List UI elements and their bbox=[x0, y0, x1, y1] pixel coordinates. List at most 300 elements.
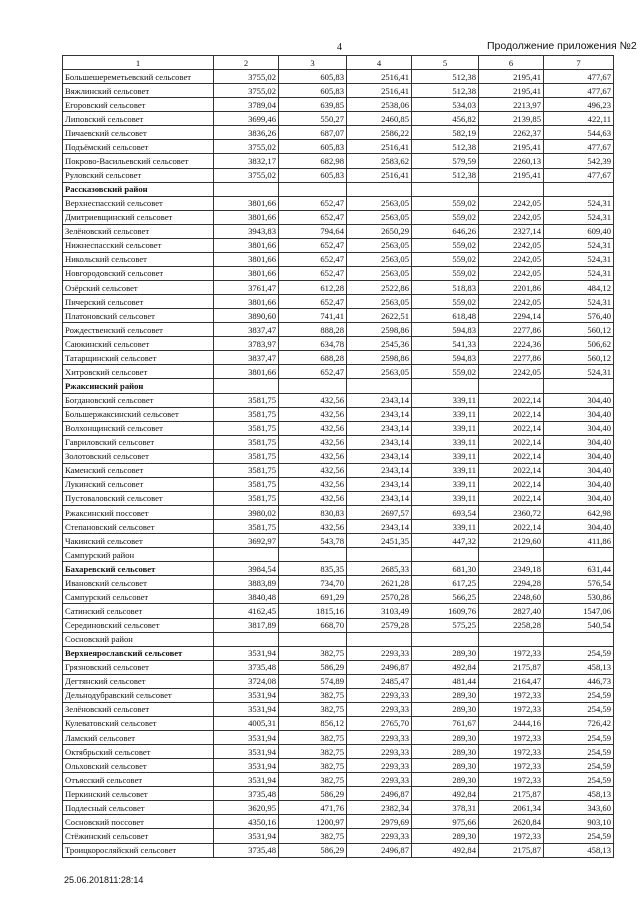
table-row bbox=[63, 787, 614, 801]
value-cell: 542,39 bbox=[544, 154, 614, 168]
value-cell: 254,59 bbox=[544, 829, 614, 843]
value-cell: 609,40 bbox=[544, 224, 614, 238]
value-cell: 2343,14 bbox=[347, 449, 412, 463]
settlement-name: Дельнодубравский сельсовет bbox=[63, 688, 214, 702]
value-cell: 634,78 bbox=[279, 337, 347, 351]
value-cell: 3531,94 bbox=[214, 702, 279, 716]
value-cell: 888,28 bbox=[279, 323, 347, 337]
value-cell bbox=[479, 548, 544, 562]
settlement-name: Ржаксинский поссовет bbox=[63, 506, 214, 520]
value-cell: 2343,14 bbox=[347, 435, 412, 449]
value-cell: 903,10 bbox=[544, 815, 614, 829]
value-cell: 2563,05 bbox=[347, 365, 412, 379]
value-cell: 3531,94 bbox=[214, 731, 279, 745]
settlement-name: Пустоваловский сельсовет bbox=[63, 491, 214, 505]
value-cell: 378,31 bbox=[412, 801, 479, 815]
value-cell: 2685,33 bbox=[347, 562, 412, 576]
value-cell: 2765,70 bbox=[347, 716, 412, 730]
value-cell: 550,27 bbox=[279, 112, 347, 126]
value-cell: 2022,14 bbox=[479, 421, 544, 435]
value-cell bbox=[214, 632, 279, 646]
value-cell: 458,13 bbox=[544, 787, 614, 801]
value-cell: 3531,94 bbox=[214, 688, 279, 702]
settlement-name: Подлесный сельсовет bbox=[63, 801, 214, 815]
value-cell: 3735,48 bbox=[214, 843, 279, 857]
value-cell: 339,11 bbox=[412, 463, 479, 477]
value-cell bbox=[347, 548, 412, 562]
value-cell: 541,33 bbox=[412, 337, 479, 351]
settlement-name: Егоровский сельсовет bbox=[63, 98, 214, 112]
value-cell: 432,56 bbox=[279, 463, 347, 477]
table-row bbox=[63, 815, 614, 829]
value-cell: 477,67 bbox=[544, 84, 614, 98]
value-cell: 559,02 bbox=[412, 196, 479, 210]
table-row bbox=[63, 716, 614, 730]
value-cell: 2451,35 bbox=[347, 534, 412, 548]
value-cell: 2522,86 bbox=[347, 281, 412, 295]
settlement-name: Кулеватовский сельсовет bbox=[63, 716, 214, 730]
value-cell: 432,56 bbox=[279, 477, 347, 491]
value-cell: 3789,04 bbox=[214, 98, 279, 112]
value-cell: 4005,31 bbox=[214, 716, 279, 730]
value-cell: 492,84 bbox=[412, 843, 479, 857]
value-cell: 2022,14 bbox=[479, 491, 544, 505]
value-cell: 289,30 bbox=[412, 702, 479, 716]
value-cell: 477,67 bbox=[544, 140, 614, 154]
settlement-name: Ивановский сельсовет bbox=[63, 576, 214, 590]
value-cell: 2293,33 bbox=[347, 688, 412, 702]
value-cell: 512,38 bbox=[412, 70, 479, 84]
table-row bbox=[63, 252, 614, 266]
value-cell: 534,03 bbox=[412, 98, 479, 112]
value-cell: 652,47 bbox=[279, 252, 347, 266]
value-cell: 2164,47 bbox=[479, 674, 544, 688]
value-cell: 2460,85 bbox=[347, 112, 412, 126]
value-cell: 668,70 bbox=[279, 618, 347, 632]
value-cell: 3581,75 bbox=[214, 435, 279, 449]
value-cell: 3531,94 bbox=[214, 759, 279, 773]
column-header: 5 bbox=[412, 56, 479, 70]
value-cell: 446,73 bbox=[544, 674, 614, 688]
value-cell bbox=[412, 632, 479, 646]
value-cell: 3581,75 bbox=[214, 407, 279, 421]
value-cell: 2586,22 bbox=[347, 126, 412, 140]
value-cell: 2579,28 bbox=[347, 618, 412, 632]
value-cell: 2294,28 bbox=[479, 576, 544, 590]
value-cell: 3832,17 bbox=[214, 154, 279, 168]
table-row bbox=[63, 773, 614, 787]
value-cell: 3801,66 bbox=[214, 365, 279, 379]
value-cell: 3883,89 bbox=[214, 576, 279, 590]
value-cell bbox=[279, 379, 347, 393]
district-name: Бахаревский сельсовет bbox=[63, 562, 214, 576]
value-cell: 2343,14 bbox=[347, 407, 412, 421]
value-cell: 741,41 bbox=[279, 309, 347, 323]
value-cell: 688,28 bbox=[279, 351, 347, 365]
table-row bbox=[63, 829, 614, 843]
value-cell: 3836,26 bbox=[214, 126, 279, 140]
value-cell: 652,47 bbox=[279, 365, 347, 379]
settlement-name: Богдановский сельсовет bbox=[63, 393, 214, 407]
value-cell: 2294,14 bbox=[479, 309, 544, 323]
value-cell: 2293,33 bbox=[347, 731, 412, 745]
value-cell: 254,59 bbox=[544, 759, 614, 773]
district-name: Ржаксинский район bbox=[63, 379, 214, 393]
value-cell: 2349,18 bbox=[479, 562, 544, 576]
value-cell: 304,40 bbox=[544, 435, 614, 449]
value-cell: 576,54 bbox=[544, 576, 614, 590]
value-cell: 2827,40 bbox=[479, 604, 544, 618]
column-header-row bbox=[63, 56, 614, 70]
value-cell bbox=[544, 379, 614, 393]
value-cell: 2242,05 bbox=[479, 295, 544, 309]
value-cell: 339,11 bbox=[412, 393, 479, 407]
value-cell bbox=[214, 548, 279, 562]
value-cell: 382,75 bbox=[279, 688, 347, 702]
table-row bbox=[63, 70, 614, 84]
value-cell: 3531,94 bbox=[214, 773, 279, 787]
value-cell: 3724,08 bbox=[214, 674, 279, 688]
value-cell: 2242,05 bbox=[479, 365, 544, 379]
value-cell: 471,76 bbox=[279, 801, 347, 815]
value-cell: 2293,33 bbox=[347, 773, 412, 787]
table-row bbox=[63, 295, 614, 309]
value-cell: 2496,87 bbox=[347, 787, 412, 801]
settlement-name: Дмитриевщинский сельсовет bbox=[63, 210, 214, 224]
value-cell bbox=[544, 182, 614, 196]
settlement-name: Сосновский поссовет bbox=[63, 815, 214, 829]
settlement-name: Нижнеспасский сельсовет bbox=[63, 238, 214, 252]
district-row bbox=[63, 182, 614, 196]
value-cell: 3801,66 bbox=[214, 238, 279, 252]
value-cell: 304,40 bbox=[544, 520, 614, 534]
value-cell: 2620,84 bbox=[479, 815, 544, 829]
value-cell bbox=[279, 182, 347, 196]
value-cell: 2516,41 bbox=[347, 168, 412, 182]
value-cell: 289,30 bbox=[412, 688, 479, 702]
value-cell: 2022,14 bbox=[479, 449, 544, 463]
value-cell: 617,25 bbox=[412, 576, 479, 590]
column-header: 4 bbox=[347, 56, 412, 70]
table-row bbox=[63, 210, 614, 224]
value-cell: 579,59 bbox=[412, 154, 479, 168]
value-cell: 566,25 bbox=[412, 590, 479, 604]
value-cell: 1815,16 bbox=[279, 604, 347, 618]
value-cell: 304,40 bbox=[544, 421, 614, 435]
settlement-name: Золотовский сельсовет bbox=[63, 449, 214, 463]
value-cell: 496,23 bbox=[544, 98, 614, 112]
value-cell: 458,13 bbox=[544, 660, 614, 674]
value-cell bbox=[279, 632, 347, 646]
value-cell: 2545,36 bbox=[347, 337, 412, 351]
value-cell: 3755,02 bbox=[214, 70, 279, 84]
table-row bbox=[63, 520, 614, 534]
value-cell: 605,83 bbox=[279, 70, 347, 84]
value-cell: 506,62 bbox=[544, 337, 614, 351]
value-cell: 3581,75 bbox=[214, 491, 279, 505]
value-cell: 605,83 bbox=[279, 140, 347, 154]
value-cell: 2538,06 bbox=[347, 98, 412, 112]
value-cell: 2022,14 bbox=[479, 520, 544, 534]
value-cell: 2195,41 bbox=[479, 70, 544, 84]
value-cell: 574,89 bbox=[279, 674, 347, 688]
table-row bbox=[63, 112, 614, 126]
district-row bbox=[63, 646, 614, 660]
settlement-name: Сампурский район bbox=[63, 548, 214, 562]
value-cell bbox=[347, 632, 412, 646]
value-cell: 560,12 bbox=[544, 323, 614, 337]
value-cell: 1972,33 bbox=[479, 702, 544, 716]
value-cell: 524,31 bbox=[544, 238, 614, 252]
value-cell: 2242,05 bbox=[479, 196, 544, 210]
print-timestamp: 25.06.201811:28:14 bbox=[64, 875, 144, 885]
value-cell bbox=[214, 182, 279, 196]
table-row bbox=[63, 731, 614, 745]
settlement-name: Стёжинский сельсовет bbox=[63, 829, 214, 843]
table-row bbox=[63, 224, 614, 238]
value-cell: 289,30 bbox=[412, 731, 479, 745]
value-cell: 2293,33 bbox=[347, 702, 412, 716]
value-cell: 3943,83 bbox=[214, 224, 279, 238]
value-cell: 1972,33 bbox=[479, 773, 544, 787]
value-cell: 2175,87 bbox=[479, 660, 544, 674]
table-row bbox=[63, 477, 614, 491]
value-cell: 586,29 bbox=[279, 787, 347, 801]
value-cell: 2697,57 bbox=[347, 506, 412, 520]
value-cell bbox=[479, 632, 544, 646]
value-cell: 254,59 bbox=[544, 745, 614, 759]
value-cell: 481,44 bbox=[412, 674, 479, 688]
value-cell: 343,60 bbox=[544, 801, 614, 815]
value-cell: 411,86 bbox=[544, 534, 614, 548]
value-cell: 432,56 bbox=[279, 520, 347, 534]
value-cell: 3581,75 bbox=[214, 393, 279, 407]
value-cell: 2516,41 bbox=[347, 84, 412, 98]
value-cell: 2242,05 bbox=[479, 252, 544, 266]
value-cell: 484,12 bbox=[544, 281, 614, 295]
value-cell: 382,75 bbox=[279, 702, 347, 716]
value-cell: 304,40 bbox=[544, 477, 614, 491]
value-cell: 432,56 bbox=[279, 421, 347, 435]
column-header: 3 bbox=[279, 56, 347, 70]
value-cell: 3581,75 bbox=[214, 520, 279, 534]
table-row bbox=[63, 674, 614, 688]
value-cell: 512,38 bbox=[412, 140, 479, 154]
settlement-name: Дегтянский сельсовет bbox=[63, 674, 214, 688]
value-cell: 2343,14 bbox=[347, 520, 412, 534]
table-row bbox=[63, 421, 614, 435]
allocation-table bbox=[62, 55, 614, 858]
value-cell: 559,02 bbox=[412, 210, 479, 224]
value-cell: 3103,49 bbox=[347, 604, 412, 618]
value-cell: 2570,28 bbox=[347, 590, 412, 604]
value-cell: 3817,89 bbox=[214, 618, 279, 632]
value-cell bbox=[347, 379, 412, 393]
settlement-name: Волхонщинский сельсовет bbox=[63, 421, 214, 435]
value-cell: 3581,75 bbox=[214, 421, 279, 435]
value-cell: 3801,66 bbox=[214, 266, 279, 280]
value-cell: 289,30 bbox=[412, 759, 479, 773]
value-cell: 856,12 bbox=[279, 716, 347, 730]
settlement-name: Татарщинский сельсовет bbox=[63, 351, 214, 365]
value-cell: 559,02 bbox=[412, 238, 479, 252]
value-cell: 2293,33 bbox=[347, 759, 412, 773]
value-cell: 289,30 bbox=[412, 745, 479, 759]
value-cell: 2343,14 bbox=[347, 491, 412, 505]
table-row bbox=[63, 506, 614, 520]
value-cell: 2175,87 bbox=[479, 843, 544, 857]
value-cell: 2022,14 bbox=[479, 407, 544, 421]
value-cell: 518,83 bbox=[412, 281, 479, 295]
value-cell: 2563,05 bbox=[347, 238, 412, 252]
settlement-name: Большержаксинский сельсовет bbox=[63, 407, 214, 421]
value-cell: 2277,86 bbox=[479, 323, 544, 337]
value-cell: 3620,95 bbox=[214, 801, 279, 815]
value-cell: 339,11 bbox=[412, 421, 479, 435]
settlement-name: Вяжлинский сельсовет bbox=[63, 84, 214, 98]
value-cell: 3984,54 bbox=[214, 562, 279, 576]
value-cell: 432,56 bbox=[279, 491, 347, 505]
value-cell: 631,44 bbox=[544, 562, 614, 576]
value-cell: 3801,66 bbox=[214, 196, 279, 210]
table-row bbox=[63, 168, 614, 182]
settlement-name: Руловский сельсовет bbox=[63, 168, 214, 182]
settlement-name: Сампурский сельсовет bbox=[63, 590, 214, 604]
value-cell: 1972,33 bbox=[479, 829, 544, 843]
value-cell: 652,47 bbox=[279, 196, 347, 210]
value-cell: 835,35 bbox=[279, 562, 347, 576]
settlement-name: Платоновский сельсовет bbox=[63, 309, 214, 323]
table-row bbox=[63, 745, 614, 759]
value-cell: 382,75 bbox=[279, 731, 347, 745]
value-cell: 382,75 bbox=[279, 745, 347, 759]
table-row bbox=[63, 323, 614, 337]
value-cell: 682,98 bbox=[279, 154, 347, 168]
district-row bbox=[63, 562, 614, 576]
value-cell: 2622,51 bbox=[347, 309, 412, 323]
value-cell: 339,11 bbox=[412, 435, 479, 449]
value-cell: 304,40 bbox=[544, 463, 614, 477]
value-cell: 2598,86 bbox=[347, 323, 412, 337]
value-cell: 2129,60 bbox=[479, 534, 544, 548]
value-cell: 605,83 bbox=[279, 168, 347, 182]
settlement-name: Рождественский сельсовет bbox=[63, 323, 214, 337]
value-cell: 289,30 bbox=[412, 646, 479, 660]
value-cell bbox=[544, 548, 614, 562]
value-cell: 1972,33 bbox=[479, 731, 544, 745]
table-row bbox=[63, 281, 614, 295]
table-row bbox=[63, 98, 614, 112]
value-cell: 2242,05 bbox=[479, 266, 544, 280]
district-row bbox=[63, 379, 614, 393]
value-cell: 339,11 bbox=[412, 449, 479, 463]
value-cell: 1200,97 bbox=[279, 815, 347, 829]
value-cell: 3755,02 bbox=[214, 140, 279, 154]
value-cell: 530,86 bbox=[544, 590, 614, 604]
value-cell: 3783,97 bbox=[214, 337, 279, 351]
value-cell: 382,75 bbox=[279, 773, 347, 787]
value-cell: 2195,41 bbox=[479, 168, 544, 182]
appendix-header: Продолжение приложения №2 bbox=[487, 40, 637, 52]
value-cell: 422,11 bbox=[544, 112, 614, 126]
value-cell: 2621,28 bbox=[347, 576, 412, 590]
value-cell: 2293,33 bbox=[347, 745, 412, 759]
value-cell: 1547,06 bbox=[544, 604, 614, 618]
value-cell: 2496,87 bbox=[347, 843, 412, 857]
settlement-name: Липовский сельсовет bbox=[63, 112, 214, 126]
value-cell: 652,47 bbox=[279, 295, 347, 309]
settlement-name: Перкинский сельсовет bbox=[63, 787, 214, 801]
value-cell: 559,02 bbox=[412, 266, 479, 280]
value-cell: 2242,05 bbox=[479, 210, 544, 224]
value-cell: 524,31 bbox=[544, 295, 614, 309]
settlement-name: Пичерский сельсовет bbox=[63, 295, 214, 309]
value-cell: 618,48 bbox=[412, 309, 479, 323]
value-cell: 544,63 bbox=[544, 126, 614, 140]
value-cell: 524,31 bbox=[544, 266, 614, 280]
district-name: Верхнеярославский сельсовет bbox=[63, 646, 214, 660]
settlement-name: Новгородовский сельсовет bbox=[63, 266, 214, 280]
table-row bbox=[63, 618, 614, 632]
value-cell: 3801,66 bbox=[214, 210, 279, 224]
value-cell: 652,47 bbox=[279, 266, 347, 280]
column-header: 6 bbox=[479, 56, 544, 70]
value-cell: 559,02 bbox=[412, 365, 479, 379]
value-cell: 2563,05 bbox=[347, 252, 412, 266]
value-cell: 524,31 bbox=[544, 252, 614, 266]
value-cell: 254,59 bbox=[544, 688, 614, 702]
value-cell: 1972,33 bbox=[479, 646, 544, 660]
value-cell: 304,40 bbox=[544, 393, 614, 407]
value-cell: 3837,47 bbox=[214, 323, 279, 337]
value-cell bbox=[479, 182, 544, 196]
settlement-name: Ламский сельсовет bbox=[63, 731, 214, 745]
value-cell: 304,40 bbox=[544, 407, 614, 421]
value-cell: 1972,33 bbox=[479, 759, 544, 773]
value-cell: 540,54 bbox=[544, 618, 614, 632]
value-cell: 492,84 bbox=[412, 660, 479, 674]
value-cell: 639,85 bbox=[279, 98, 347, 112]
value-cell: 339,11 bbox=[412, 477, 479, 491]
value-cell: 2583,62 bbox=[347, 154, 412, 168]
value-cell: 2516,41 bbox=[347, 140, 412, 154]
value-cell: 3755,02 bbox=[214, 84, 279, 98]
value-cell: 575,25 bbox=[412, 618, 479, 632]
value-cell: 2201,86 bbox=[479, 281, 544, 295]
value-cell: 477,67 bbox=[544, 168, 614, 182]
value-cell: 1972,33 bbox=[479, 688, 544, 702]
value-cell: 432,56 bbox=[279, 393, 347, 407]
value-cell: 1972,33 bbox=[479, 745, 544, 759]
value-cell: 2248,60 bbox=[479, 590, 544, 604]
settlement-name: Октябрьский сельсовет bbox=[63, 745, 214, 759]
settlement-name: Сатинский сельсовет bbox=[63, 604, 214, 618]
value-cell: 3801,66 bbox=[214, 252, 279, 266]
value-cell: 512,38 bbox=[412, 84, 479, 98]
value-cell: 2242,05 bbox=[479, 238, 544, 252]
value-cell: 594,83 bbox=[412, 351, 479, 365]
value-cell: 2293,33 bbox=[347, 829, 412, 843]
value-cell: 576,40 bbox=[544, 309, 614, 323]
value-cell: 254,59 bbox=[544, 773, 614, 787]
table-row bbox=[63, 604, 614, 618]
value-cell: 975,66 bbox=[412, 815, 479, 829]
table-row bbox=[63, 351, 614, 365]
value-cell: 2343,14 bbox=[347, 393, 412, 407]
value-cell: 3837,47 bbox=[214, 351, 279, 365]
value-cell: 2139,85 bbox=[479, 112, 544, 126]
value-cell: 2496,87 bbox=[347, 660, 412, 674]
